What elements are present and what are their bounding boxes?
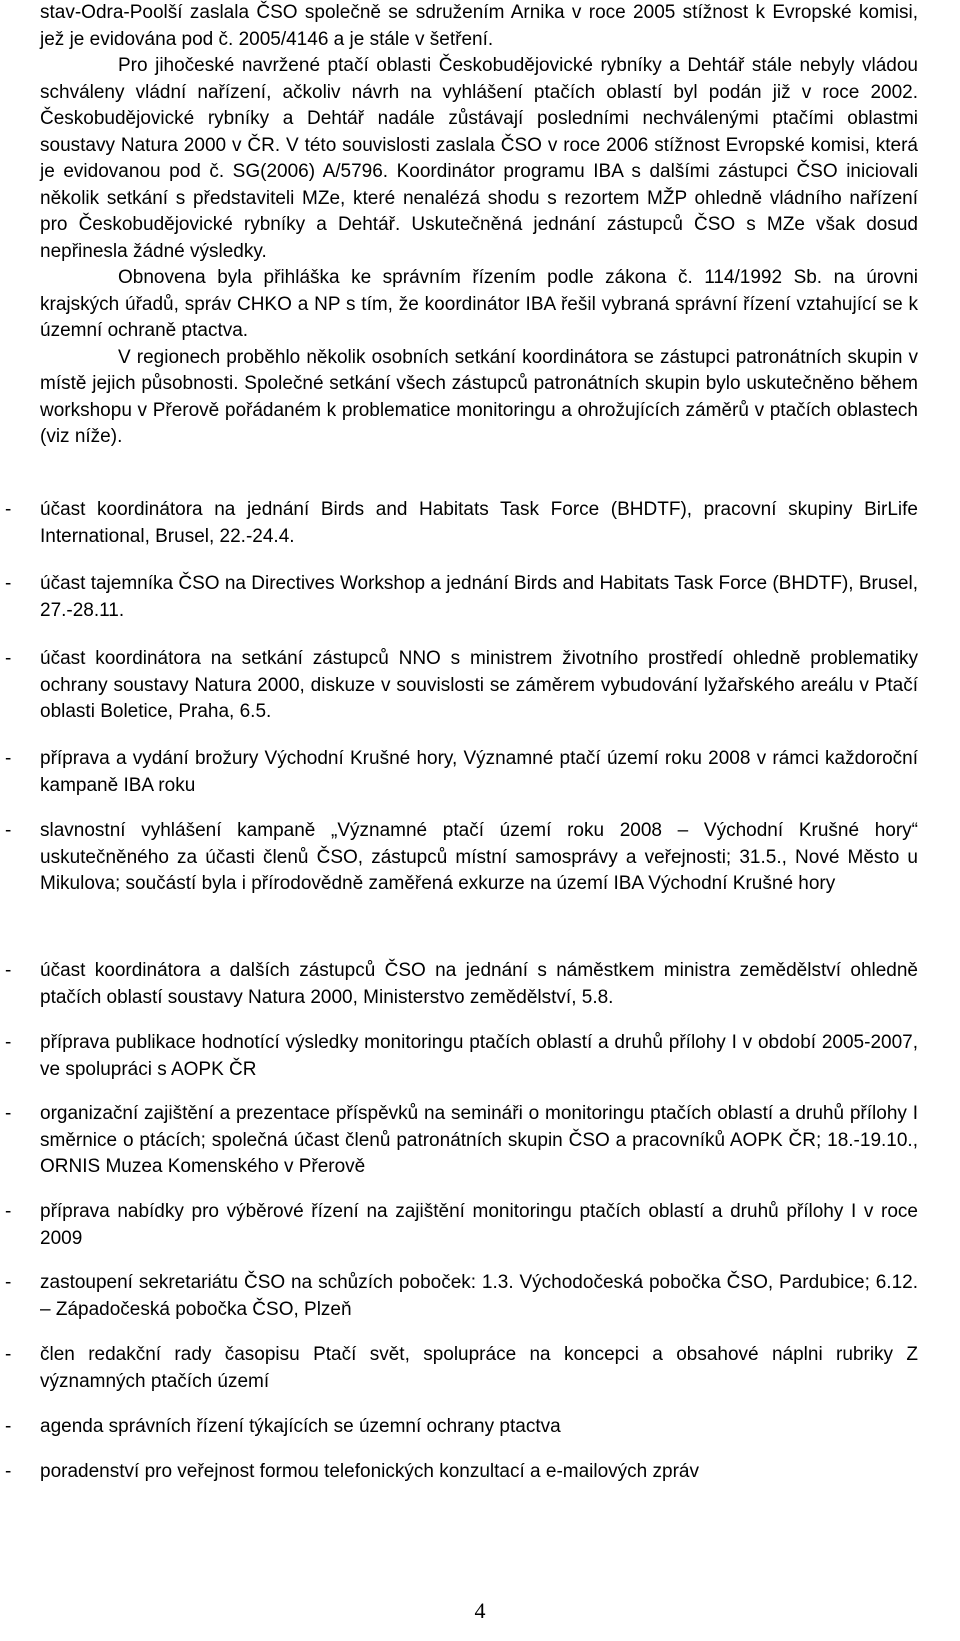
paragraph: Pro jihočeské navržené ptačí oblasti Českobudějovické rybníky a Dehtář stále nebyly vládou schváleny vládní nařízení, ačkoliv návrh na vyhlášení ptačích oblastí byl podán již v roce 2002. Českobudějovické rybníky a Dehtář nadále zůstávají posledními nechválenými ptačími oblastmi soustavy Natura 2000 v ČR. V této souvislosti zaslala ČSO v roce 2006 stížnost Evropské komisi, která je evidovanou pod č. SG(2006) A/5796. Koordinátor programu IBA s dalšími zástupci ČSO iniciovali několik setkání s představiteli MZe, které nenalézá shodu s rezortem MŽP ohledně vládního nařízení pro Českobudějovické rybníky a Dehtář. Uskutečněná jednání zástupců ČSO s MZe však dosud nepřinesla žádné výsledky. (40, 55, 918, 262)
list-dash: - (5, 748, 12, 769)
list-dash: - (5, 1344, 12, 1365)
list-dash: - (5, 1032, 12, 1053)
body-text (40, 0, 918, 451)
list-item-text: příprava nabídky pro výběrové řízení na zajištění monitoringu ptačích oblastí a druhů přílohy I v roce 2009 (40, 1201, 918, 1249)
paragraph: Obnovena byla přihláška ke správním řízením podle zákona č. 114/1992 Sb. na úrovni krajských úřadů, správ CHKO a NP s tím, že koordinátor IBA řešil vybraná správní řízení vztahující se k územní ochraně ptactva. (40, 267, 918, 341)
list-dash: - (5, 1201, 12, 1222)
list-item-text: zastoupení sekretariátu ČSO na schůzích poboček: 1.3. Východočeská pobočka ČSO, Pardubice; 6.12. – Západočeská pobočka ČSO, Plzeň (40, 1272, 918, 1320)
paragraph: V regionech proběhlo několik osobních setkání koordinátora se zástupci patronátních skupin v místě jejich působnosti. Společné setkání všech zástupců patronátních skupin bylo uskutečněno během workshopu v Přerově pořádaném k problematice monitoringu a ohrožujících záměrů v ptačích oblastech (viz níže). (40, 346, 918, 447)
list-item-text: poradenství pro veřejnost formou telefonických konzultací a e-mailových zpráv (40, 1461, 699, 1482)
list-item-text: organizační zajištění a prezentace příspěvků na semináři o monitoringu ptačích oblastí a druhů přílohy I směrnice o ptácích; společná účast členů patronátních skupin ČSO a pracovníků AOPK ČR; 18.-19.10., ORNIS Muzea Komenského v Přerově (40, 1103, 918, 1177)
list-item-text: příprava a vydání brožury Východní Krušné hory, Významné ptačí území roku 2008 v rámci každoroční kampaně IBA roku (40, 748, 918, 796)
list-dash: - (5, 960, 12, 981)
list-item-text: účast tajemníka ČSO na Directives Workshop a jednání Birds and Habitats Task Force (BHDTF), Brusel, 27.-28.11. (40, 573, 918, 621)
list-item-text: slavnostní vyhlášení kampaně „Významné ptačí území roku 2008 – Východní Krušné hory“ uskutečněného za účasti členů ČSO, zástupců místní samosprávy a veřejnosti; 31.5., Nové Město u Mikulova; součástí byla i přírodovědně zaměřená exkurze na území IBA Východní Krušné hory (40, 820, 918, 894)
list-dash: - (5, 1272, 12, 1293)
list-item-text: účast koordinátora a dalších zástupců ČSO na jednání s náměstkem ministra zemědělství ohledně ptačích oblastí soustavy Natura 2000, Ministerstvo zemědělství, 5.8. (40, 960, 918, 1008)
list-item-text: příprava publikace hodnotící výsledky monitoringu ptačích oblastí a druhů přílohy I v období 2005-2007, ve spolupráci s AOPK ČR (40, 1032, 918, 1080)
list-item-text: agenda správních řízení týkajících se územní ochrany ptactva (40, 1416, 561, 1437)
list-dash: - (5, 1103, 12, 1124)
list-dash: - (5, 573, 12, 594)
list-item-text: účast koordinátora na jednání Birds and Habitats Task Force (BHDTF), pracovní skupiny BirLife International, Brusel, 22.-24.4. (40, 499, 918, 547)
list-dash: - (5, 648, 12, 669)
list-dash: - (5, 499, 12, 520)
page-number: 4 (474, 1598, 486, 1623)
list-dash: - (5, 1416, 12, 1437)
list-dash: - (5, 1461, 12, 1482)
list-item-text: člen redakční rady časopisu Ptačí svět, spolupráce na koncepci a obsahové náplni rubriky Z významných ptačích území (40, 1344, 918, 1392)
list-dash: - (5, 820, 12, 841)
paragraph: stav-Odra-Poolší zaslala ČSO společně se sdružením Arnika v roce 2005 stížnost k Evropské komisi, jež je evidována pod č. 2005/4146 a je stále v šetření. (40, 2, 918, 50)
list-item-text: účast koordinátora na setkání zástupců NNO s ministrem životního prostředí ohledně problematiky ochrany soustavy Natura 2000, diskuze v souvislosti se záměrem vybudování lyžařského areálu v Ptačí oblasti Boletice, Praha, 6.5. (40, 648, 918, 722)
